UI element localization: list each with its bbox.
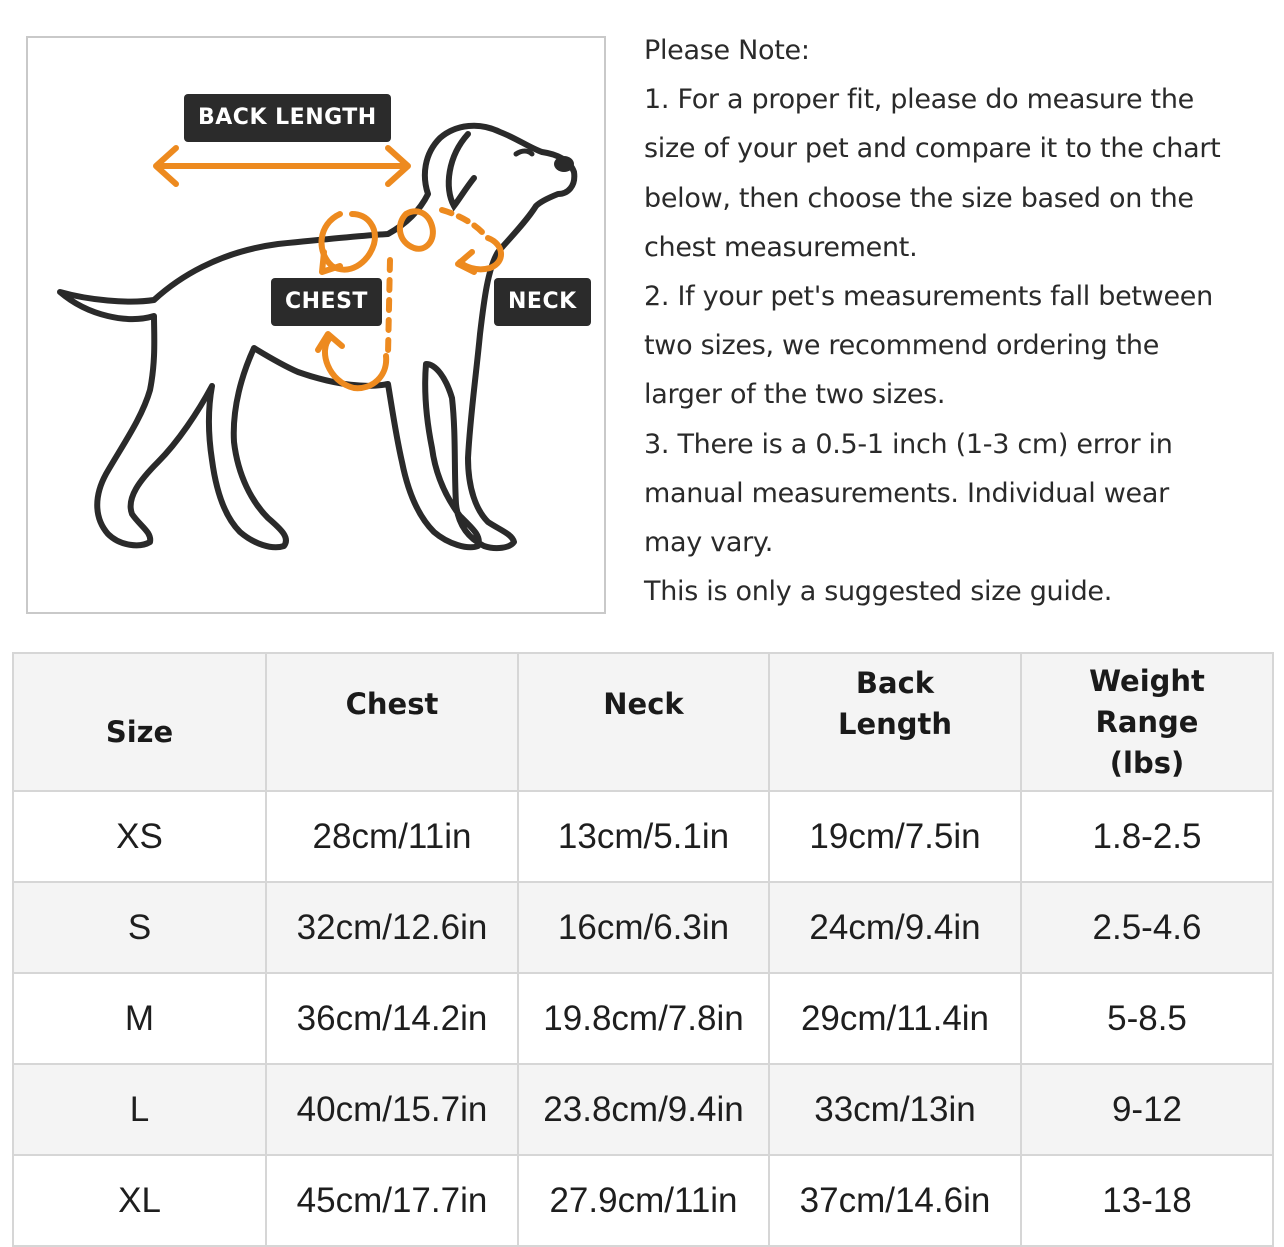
table-row [13, 1155, 1273, 1246]
dog-nose [554, 156, 574, 172]
notes-line: may vary. [644, 527, 774, 559]
header-back-length: Back Length [769, 653, 1021, 791]
notes-line: 3. There is a 0.5-1 inch (1-3 cm) error in [644, 428, 1173, 460]
back-length-tag: BACK LENGTH [184, 94, 391, 142]
dog-body-outline [60, 126, 574, 548]
header-neck: Neck [518, 653, 769, 791]
cell-neck: 23.8cm/9.4in [518, 1064, 769, 1155]
cell-weight: 2.5-4.6 [1021, 882, 1273, 973]
notes-line: larger of the two sizes. [644, 379, 946, 411]
notes-line: 1. For a proper fit, please do measure the [644, 84, 1194, 116]
cell-size: S [13, 882, 266, 973]
table-header-row [13, 653, 1273, 791]
cell-neck: 13cm/5.1in [518, 791, 769, 882]
back-length-arrow [156, 148, 408, 184]
header-size: Size [13, 653, 266, 791]
cell-chest: 32cm/12.6in [266, 882, 518, 973]
cell-back-length: 24cm/9.4in [769, 882, 1021, 973]
neck-tag: NECK [494, 278, 591, 326]
notes-line: below, then choose the size based on the [644, 182, 1194, 214]
cell-size: M [13, 973, 266, 1064]
cell-weight: 9-12 [1021, 1064, 1273, 1155]
cell-size: L [13, 1064, 266, 1155]
table-row [13, 791, 1273, 882]
cell-neck: 27.9cm/11in [518, 1155, 769, 1246]
header-chest: Chest [266, 653, 518, 791]
cell-back-length: 37cm/14.6in [769, 1155, 1021, 1246]
size-chart-table [12, 652, 1274, 1247]
notes-line: chest measurement. [644, 231, 918, 263]
cell-neck: 16cm/6.3in [518, 882, 769, 973]
measurement-diagram [26, 36, 606, 614]
cell-back-length: 19cm/7.5in [769, 791, 1021, 882]
cell-weight: 5-8.5 [1021, 973, 1273, 1064]
table-row [13, 1064, 1273, 1155]
cell-weight: 13-18 [1021, 1155, 1273, 1246]
notes-line: two sizes, we recommend ordering the [644, 330, 1160, 362]
size-notes [644, 26, 1279, 616]
cell-back-length: 33cm/13in [769, 1064, 1021, 1155]
cell-back-length: 29cm/11.4in [769, 973, 1021, 1064]
notes-line: This is only a suggested size guide. [644, 576, 1113, 608]
notes-heading: Please Note: [644, 35, 810, 66]
header-weight-range: Weight Range (lbs) [1021, 653, 1273, 791]
cell-chest: 28cm/11in [266, 791, 518, 882]
notes-line: size of your pet and compare it to the chart [644, 133, 1221, 165]
cell-weight: 1.8-2.5 [1021, 791, 1273, 882]
cell-size: XL [13, 1155, 266, 1246]
cell-chest: 45cm/17.7in [266, 1155, 518, 1246]
cell-neck: 19.8cm/7.8in [518, 973, 769, 1064]
cell-chest: 36cm/14.2in [266, 973, 518, 1064]
table-row [13, 882, 1273, 973]
notes-line: manual measurements. Individual wear [644, 477, 1169, 509]
table-row [13, 973, 1273, 1064]
notes-line: 2. If your pet's measurements fall between [644, 281, 1213, 313]
chest-tag: CHEST [271, 278, 382, 326]
cell-chest: 40cm/15.7in [266, 1064, 518, 1155]
cell-size: XS [13, 791, 266, 882]
